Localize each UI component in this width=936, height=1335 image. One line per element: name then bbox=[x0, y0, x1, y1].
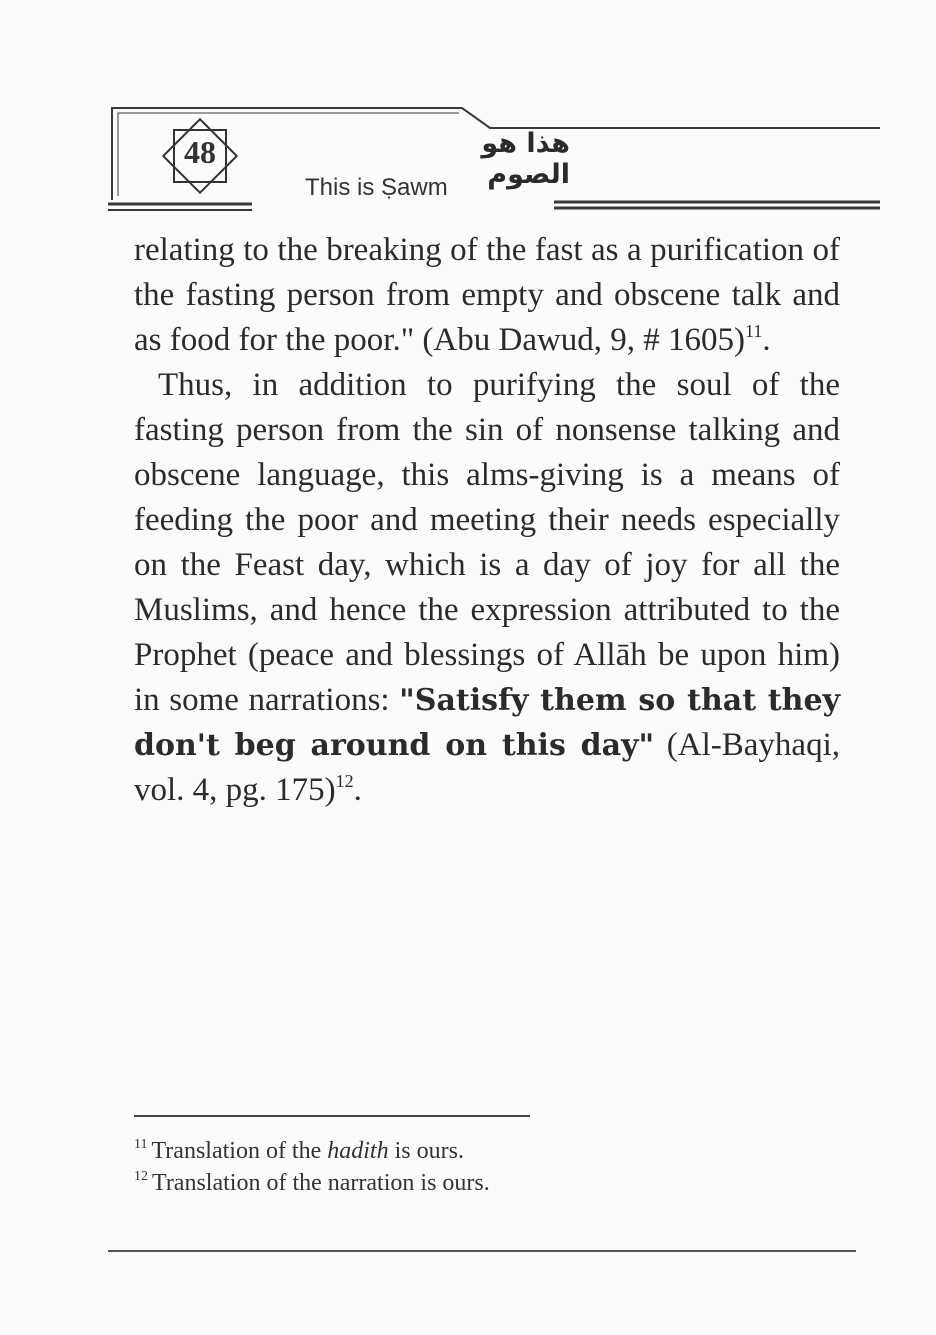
footnote-ref-11: 11 bbox=[745, 321, 763, 341]
paragraph-2-text: Thus, in addition to purifying the soul of the fasting person from the sin of nonsense talking and obscene language, this alms-giving is a means of feeding the poor and meeting their needs especially on the Feast day, which is a day of joy for all the Muslims, and hence the expression attributed to the Prophet (peace and blessings of Allāh be upon him) in some narrations: bbox=[134, 367, 840, 718]
footnotes bbox=[134, 1135, 834, 1199]
footnote-text: Translation of the bbox=[151, 1138, 328, 1164]
page-header bbox=[0, 0, 936, 230]
citation: (Al-Bayhaqi, vol. 4, pg. 175) bbox=[134, 727, 840, 808]
footnote-separator bbox=[134, 1115, 530, 1117]
header-frame bbox=[0, 0, 936, 230]
paragraph-1 bbox=[134, 228, 840, 363]
footnote-12 bbox=[134, 1167, 834, 1199]
paragraph-1-text: relating to the breaking of the fast as a purification of the fasting person from empty and obscene talk and as food for the poor." (Abu Dawud, 9, # 1605) bbox=[134, 232, 840, 358]
footnote-11 bbox=[134, 1135, 834, 1167]
arabic-book-title: هذا هو الصوم bbox=[481, 128, 570, 190]
paragraph-1-end: . bbox=[762, 322, 771, 358]
bold-quote: "Satisfy them so that they don't beg around on this day" bbox=[134, 683, 840, 763]
paragraph-2-end: . bbox=[353, 772, 362, 808]
bottom-rule bbox=[108, 1250, 856, 1252]
footnote-number: 12 bbox=[134, 1169, 148, 1184]
footnote-italic: hadith bbox=[327, 1138, 389, 1164]
footnote-text: Translation of the narration is ours. bbox=[152, 1170, 490, 1196]
page-number: 48 bbox=[184, 134, 216, 170]
paragraph-2 bbox=[134, 363, 840, 813]
english-book-title: This is Ṣawm bbox=[305, 174, 448, 201]
footnote-ref-12: 12 bbox=[335, 771, 354, 791]
main-text bbox=[134, 228, 840, 813]
footnote-text-end: is ours. bbox=[388, 1138, 464, 1164]
footnote-number: 11 bbox=[134, 1137, 148, 1152]
